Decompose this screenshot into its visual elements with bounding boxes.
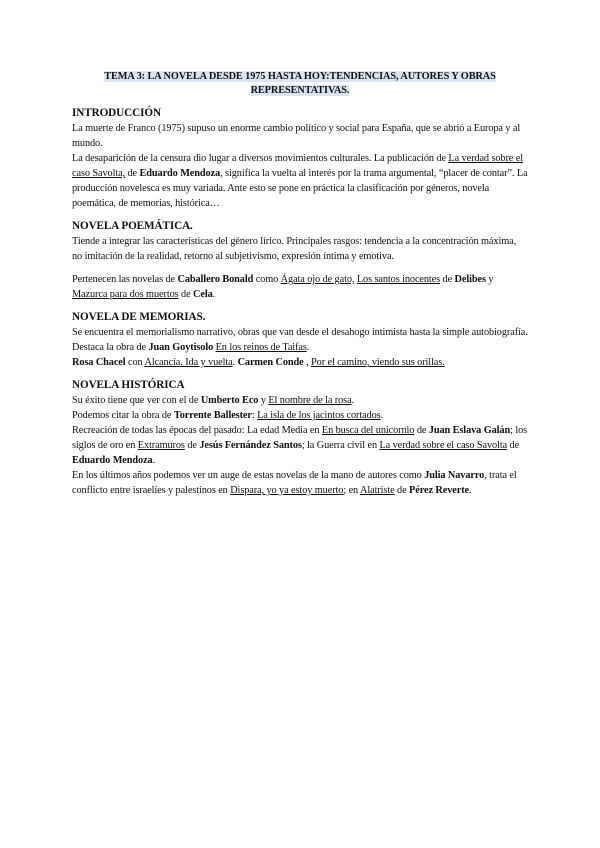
text-run: con: [125, 357, 145, 368]
text-run: de: [178, 289, 194, 300]
author-name: Jesús Fernández Santos: [199, 440, 302, 451]
text-run: En los últimos años podemos ver un auge de estas novelas de la mano de autores como: [72, 470, 425, 481]
text-run: :: [251, 410, 258, 421]
text-run: .: [469, 485, 472, 496]
text-run: de: [440, 274, 455, 285]
author-name: Julia Navarro: [424, 470, 485, 481]
text-run: de: [414, 425, 429, 436]
text-run: de: [507, 440, 520, 451]
author-name: Eduardo Mendoza: [72, 455, 153, 466]
author-name: Carmen Conde: [237, 357, 304, 368]
section-heading-intro: INTRODUCCIÓN: [72, 107, 161, 119]
text-run: , trata el conflicto entre israelíes y palestinos en: [72, 470, 517, 496]
text-run: .: [152, 455, 156, 466]
text-run: Recreación de todas las épocas del pasado: La edad Media en: [72, 425, 322, 436]
document-title: [72, 70, 528, 98]
text-run: La desaparición de la censura dio lugar a diversos movimientos culturales. La publicación de: [72, 153, 449, 164]
poematica-paragraph-1: Tiende a integrar las características del género lírico. Principales rasgos: tendencia a la concentración máxima, no imitación de la realidad, retorno al subjetivismo, expresión íntima y emotiva.: [72, 236, 517, 262]
work-title: Extramuros: [137, 440, 185, 451]
memorias-paragraph-2: [72, 340, 528, 355]
document-body: [72, 70, 528, 498]
section-heading-poematica: NOVELA POEMÁTICA.: [72, 220, 193, 232]
text-run: .: [212, 289, 216, 300]
work-title: Alatriste: [360, 485, 395, 496]
document-title-text: TEMA 3: LA NOVELA DESDE 1975 HASTA HOY:TENDENCIAS, AUTORES Y OBRAS REPRESENTATIVAS.: [104, 71, 496, 96]
text-run: ; la Guerra civil en: [301, 440, 380, 451]
author-name: Torrente Ballester: [173, 410, 252, 421]
text-run: , significa la vuelta al interés por la trama argumental, “placer de contar”. La producción novelesca es muy variada. Ante esto se pone en práctica la clasificación por géneros, novela poemática, de memorias, histórica…: [72, 168, 528, 209]
text-run: como: [253, 274, 281, 285]
intro-paragraph-2: [72, 151, 528, 211]
text-run: de: [394, 485, 410, 496]
author-name: Rosa Chacel: [72, 357, 126, 368]
work-title: Por el camino, viendo sus orillas.: [311, 357, 445, 368]
historica-paragraph-1: [72, 393, 528, 408]
text-run: de: [125, 168, 140, 179]
author-name: Pérez Reverte: [409, 485, 470, 496]
text-run: y: [258, 395, 269, 406]
text-run: .: [380, 410, 384, 421]
author-name: Umberto Eco: [200, 395, 259, 406]
historica-paragraph-3: [72, 423, 528, 468]
text-run: Pertenecen las novelas de: [72, 274, 178, 285]
work-title: Los santos inocentes: [356, 274, 441, 285]
text-run: Destaca la obra de: [72, 342, 149, 353]
text-run: y: [485, 274, 494, 285]
text-run: .: [232, 357, 238, 368]
work-title: La isla de los jacintos cortados: [257, 410, 381, 421]
section-heading-memorias: NOVELA DE MEMORIAS.: [72, 311, 206, 323]
text-run: ; los siglos de oro en: [72, 425, 528, 451]
author-name: Juan Goytisolo: [148, 342, 214, 353]
section-heading-historica: NOVELA HISTÓRICA: [72, 379, 185, 391]
work-title: Mazurca para dos muertos: [72, 289, 179, 300]
text-run: ,: [303, 357, 312, 368]
text-run: ; en: [343, 485, 361, 496]
work-title: En busca del unicornio: [321, 425, 415, 436]
memorias-paragraph-1: Se encuentra el memorialismo narrativo, obras que van desde el desahogo intimista hasta la simple autobiografía.: [72, 327, 528, 338]
work-title: La verdad sobre el caso Savolta,: [72, 153, 523, 179]
author-name: Caballero Bonald: [177, 274, 254, 285]
work-title: En los reinos de Taifas: [215, 342, 307, 353]
work-title: Ágata ojo de gato,: [280, 274, 355, 285]
work-title: La verdad sobre el caso Savolta: [379, 440, 508, 451]
text-run: Su éxito tiene que ver con el de: [72, 395, 201, 406]
author-name: Eduardo Mendoza: [139, 168, 221, 179]
work-title: El nombre de la rosa: [268, 395, 352, 406]
poematica-paragraph-2: [72, 272, 528, 302]
work-title: Dispara, yo ya estoy muerto: [230, 485, 344, 496]
text-run: Podemos citar la obra de: [72, 410, 174, 421]
author-name: Cela: [193, 289, 213, 300]
text-run: de: [184, 440, 200, 451]
work-title: Alcancía. Ida y vuelta: [144, 357, 233, 368]
author-name: Juan Eslava Galán: [428, 425, 511, 436]
text-run: .: [306, 342, 310, 353]
author-name: Delibes: [454, 274, 486, 285]
intro-paragraph-1: La muerte de Franco (1975) supuso un enorme cambio político y social para España, que se abrió a Europa y al mundo.: [72, 123, 521, 149]
historica-paragraph-2: [72, 408, 528, 423]
text-run: .: [351, 395, 355, 406]
memorias-paragraph-3: [72, 355, 528, 370]
historica-paragraph-4: [72, 468, 528, 498]
